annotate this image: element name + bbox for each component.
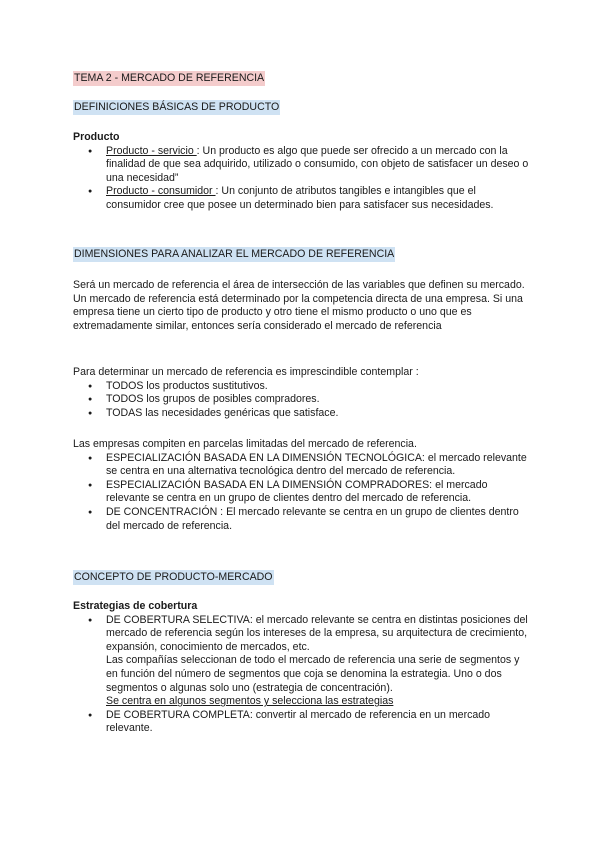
list-item: ● TODOS los grupos de posibles compradores. bbox=[73, 393, 533, 407]
list-item: ● DE COBERTURA COMPLETA: convertir al mercado de referencia en un mercado relevante. bbox=[73, 709, 533, 736]
definiciones-list bbox=[73, 145, 533, 213]
list-item: ● ESPECIALIZACIÓN BASADA EN LA DIMENSIÓN TECNOLÓGICA: el mercado relevante se centra en una alternativa tecnológica dentro del mercado de referencia. bbox=[73, 452, 533, 479]
underlined-note: Se centra en algunos segmentos y selecciona las estrategias bbox=[106, 695, 394, 708]
term-producto-consumidor: Producto - consumidor bbox=[106, 185, 216, 198]
paragraph: Las compañías seleccionan de todo el mercado de referencia una serie de segmentos y en función del número de segmentos que coja se denomina la estrategia. Uno o dos segmentos o algunas solo uno (estrategia de concentración). bbox=[106, 654, 520, 694]
paragraph: Para determinar un mercado de referencia es imprescindible contemplar : bbox=[73, 366, 419, 378]
especializacion-list bbox=[73, 452, 533, 534]
section-heading-definiciones: DEFINICIONES BÁSICAS DE PRODUCTO bbox=[74, 101, 280, 113]
list-item: ● ESPECIALIZACIÓN BASADA EN LA DIMENSIÓN COMPRADORES: el mercado relevante se centra en un grupo de clientes dentro del mercado de referencia. bbox=[73, 479, 533, 506]
list-item: ● DE CONCENTRACIÓN : El mercado relevante se centra en un grupo de clientes dentro del mercado de referencia. bbox=[73, 506, 533, 533]
document-title bbox=[73, 72, 533, 86]
cobertura-list bbox=[73, 614, 533, 655]
list-item: ● TODAS las necesidades genéricas que satisface. bbox=[73, 407, 533, 421]
dimensiones-intro bbox=[73, 279, 533, 333]
dimensiones-parcelas bbox=[73, 438, 533, 533]
list-item: ● DE COBERTURA SELECTIVA: el mercado relevante se centra en distintas posiciones del mercado de referencia según los intereses de la empresa, su arquitectura de crecimiento, expansión, conocimiento de mercados, etc. bbox=[73, 614, 533, 655]
subheading-producto: Producto bbox=[73, 131, 120, 143]
term-producto-servicio: Producto - servicio bbox=[106, 144, 197, 157]
cobertura-list-2 bbox=[73, 709, 533, 736]
list-item: ● Producto - servicio : Un producto es algo que puede ser ofrecido a un mercado con la finalidad de que sea adquirido, utilizado o consumido, con objeto de satisfacer un deseo o una necesidad” bbox=[73, 145, 533, 186]
title-highlight: TEMA 2 - MERCADO DE REFERENCIA bbox=[74, 72, 265, 84]
subheading-estrategias: Estrategias de cobertura bbox=[73, 600, 198, 612]
definiciones-body bbox=[73, 131, 533, 213]
list-item: ● TODOS los productos sustitutivos. bbox=[73, 380, 533, 394]
section-heading-dimensiones: DIMENSIONES PARA ANALIZAR EL MERCADO DE REFERENCIA bbox=[74, 248, 395, 260]
paragraph: Un mercado de referencia está determinado por la competencia directa de una empresa. Si una empresa tiene un cierto tipo de producto y otro tiene el mismo producto o uno que es extremadamente similar, entonces sería considerado el mercado de referencia bbox=[73, 292, 523, 332]
contemplar-list bbox=[73, 380, 533, 421]
paragraph: Las empresas compiten en parcelas limitadas del mercado de referencia. bbox=[73, 438, 417, 450]
concepto-body bbox=[73, 600, 533, 736]
paragraph: Será un mercado de referencia el área de intersección de las variables que definen su mercado. bbox=[73, 279, 525, 291]
dimensiones-contemplar bbox=[73, 366, 533, 420]
section-heading-concepto: CONCEPTO DE PRODUCTO-MERCADO bbox=[74, 571, 273, 583]
list-item: ● Producto - consumidor : Un conjunto de atributos tangibles e intangibles que el consumidor cree que posee un determinado bien para satisfacer sus necesidades. bbox=[73, 185, 533, 212]
